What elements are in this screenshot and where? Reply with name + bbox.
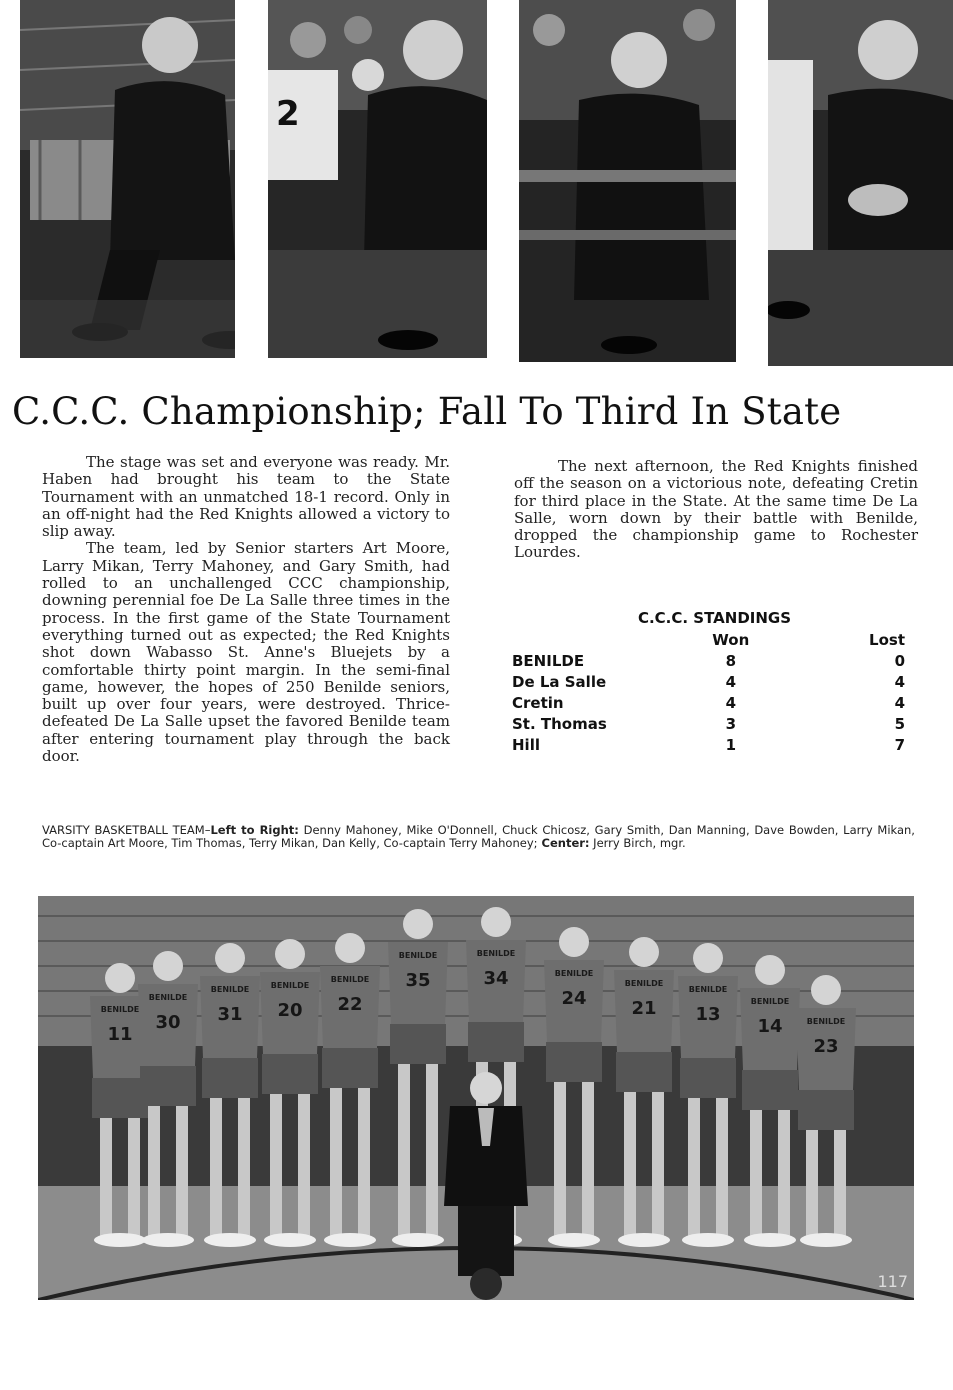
team-name: Hill — [512, 735, 540, 754]
standings-header-row — [512, 629, 917, 650]
standings-row — [512, 650, 917, 671]
jersey-lettering: BENILDE — [270, 981, 310, 990]
jersey-number: 34 — [483, 968, 509, 989]
lost-count: 4 — [894, 672, 905, 691]
won-header: Won — [712, 630, 750, 649]
page-title: C.C.C. Championship; Fall To Third In State — [12, 390, 842, 433]
article-right-column — [514, 458, 918, 562]
jersey-lettering: BENILDE — [398, 951, 438, 960]
won-count: 1 — [725, 735, 736, 754]
jersey-lettering: BENILDE — [624, 979, 664, 988]
jersey-number: 35 — [405, 970, 431, 991]
caption-ltr-label: Left to Right: — [210, 823, 299, 837]
jersey-number: 11 — [107, 1024, 133, 1045]
jersey-lettering: BENILDE — [210, 985, 250, 994]
lost-header: Lost — [869, 630, 905, 649]
coach-photo-3 — [519, 0, 736, 362]
caption-center-label: Center: — [537, 836, 590, 850]
caption-center-names: Jerry Birch, mgr. — [589, 836, 686, 850]
jersey-number: 30 — [155, 1012, 181, 1033]
standings-row — [512, 671, 917, 692]
standings-row — [512, 692, 917, 713]
coach-photo-1 — [20, 0, 235, 358]
jersey-lettering: BENILDE — [750, 997, 790, 1006]
coach-photo-2 — [268, 0, 487, 358]
jersey-number: 22 — [337, 994, 363, 1015]
coach-photo-4 — [768, 0, 953, 366]
won-count: 4 — [725, 693, 736, 712]
jersey-lettering: BENILDE — [806, 1017, 846, 1026]
article-paragraph: The next afternoon, the Red Knights finished off the season on a victorious note, defeating Cretin for third place in the State. At the same time De La Salle, worn down by their battle with Benilde, dropped the championship game to Rochester Lourdes. — [514, 457, 918, 562]
lost-count: 0 — [894, 651, 905, 670]
article-paragraph: The stage was set and everyone was ready. Mr. Haben had brought his team to the State Tournament with an unmatched 18-1 record. Only in an off-night had the Red Knights allowed a victory to slip away. — [42, 453, 450, 541]
article-paragraph: The team, led by Senior starters Art Moore, Larry Mikan, Terry Mahoney, and Gary Smith, had rolled to an unchallenged CCC championship, downing perennial foe De La Salle three times in the process. In the first game of the State Tournament everything turned out as expected; the Red Knights shot down Wabasso St. Anne's Bluejets by a comfortable thirty point margin. In the semi-final game, however, the hopes of 250 Benilde seniors, built up over four years, were destroyed. Thrice-defeated De La Salle upset the favored Benilde team after entering tournament play through the back door. — [42, 539, 450, 766]
team-name: BENILDE — [512, 651, 585, 670]
caption-team-label: VARSITY BASKETBALL TEAM — [42, 823, 205, 837]
team-name: Cretin — [512, 693, 564, 712]
jersey-number: 24 — [561, 988, 587, 1009]
standings-table — [512, 607, 917, 755]
jersey-number: 14 — [757, 1016, 783, 1037]
jersey-number: 23 — [813, 1036, 839, 1057]
standings-row — [512, 713, 917, 734]
jersey-lettering: BENILDE — [554, 969, 594, 978]
team-name: St. Thomas — [512, 714, 607, 733]
won-count: 3 — [725, 714, 736, 733]
jersey-number: 13 — [695, 1004, 721, 1025]
jersey-lettering: BENILDE — [688, 985, 728, 994]
caption-dash: – — [204, 823, 211, 837]
svg-text:2: 2 — [276, 94, 300, 134]
jersey-lettering: BENILDE — [100, 1005, 140, 1014]
lost-count: 5 — [894, 714, 905, 733]
lost-count: 7 — [894, 735, 905, 754]
standings-row — [512, 734, 917, 755]
team-photo-caption — [42, 824, 915, 850]
standings-title: C.C.C. STANDINGS — [637, 609, 792, 627]
lost-count: 4 — [894, 693, 905, 712]
team-photo — [38, 896, 914, 1300]
team-name: De La Salle — [512, 672, 607, 691]
jersey-lettering: BENILDE — [330, 975, 370, 984]
jersey-number: 31 — [217, 1004, 243, 1025]
won-count: 8 — [725, 651, 736, 670]
caption-ltr-names: Denny Mahoney, Mike O'Donnell, Chuck Chicosz, Gary Smith, Dan Manning, Dave Bowden, Larry Mikan, Co-captain Art Moore, Tim Thomas, Terry Mikan, Dan Kelly, Co-captain Terry Mahoney; — [42, 823, 915, 850]
jersey-lettering: BENILDE — [148, 993, 188, 1002]
page-number: 117 — [877, 1272, 908, 1291]
jersey-lettering: BENILDE — [476, 949, 516, 958]
won-count: 4 — [725, 672, 736, 691]
article-left-column — [42, 454, 450, 765]
jersey-number: 20 — [277, 1000, 303, 1021]
jersey-number: 21 — [631, 998, 657, 1019]
